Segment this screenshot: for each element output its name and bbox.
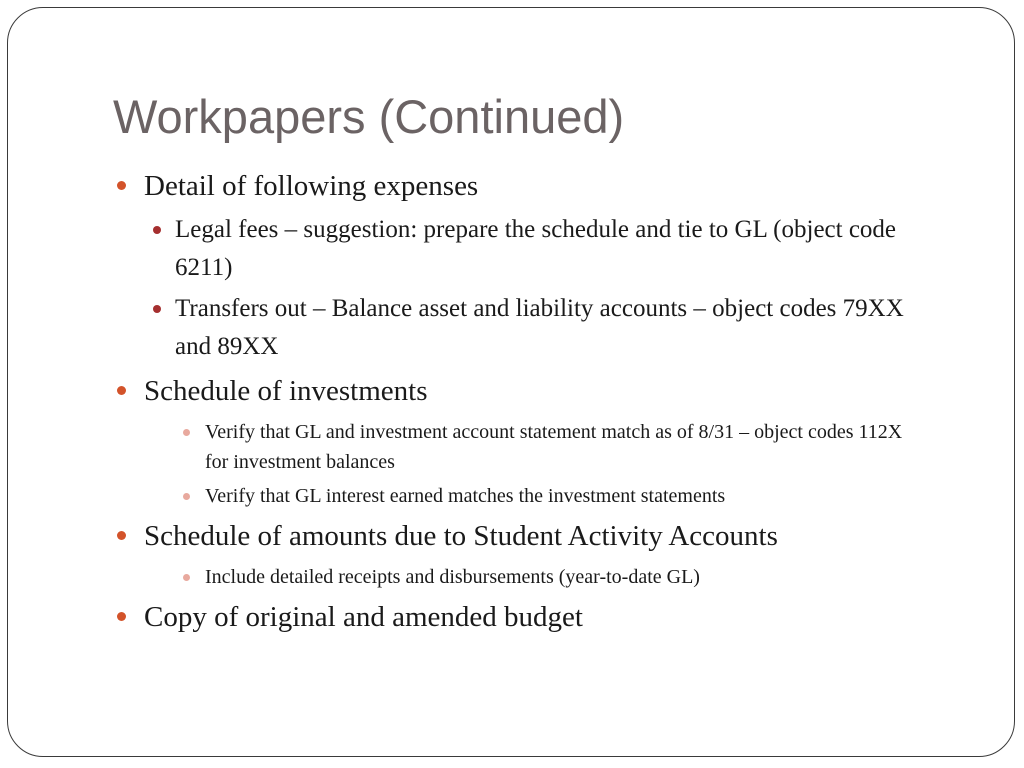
bullet-text: Transfers out – Balance asset and liability accounts – object codes 79XX and 89XX [175,295,904,360]
bullet-item-level-1 [113,595,923,639]
bullet-dot-icon [117,612,126,621]
bullet-dot-icon [183,493,190,500]
slide-title: Workpapers (Continued) [113,90,625,143]
slide-body [113,164,923,639]
bullet-text: Verify that GL and investment account statement match as of 8/31 – object codes 112X for investment balances [205,421,903,473]
bullet-item-level-3 [113,417,923,477]
bullet-item-level-2 [113,290,923,366]
bullet-item-level-1 [113,164,923,208]
bullet-text: Schedule of investments [144,375,428,407]
bullet-dot-icon [183,429,190,436]
bullet-dot-icon [117,181,126,190]
bullet-text: Verify that GL interest earned matches the investment statements [205,485,726,507]
bullet-item-level-2 [113,211,923,287]
bullet-dot-icon [153,226,161,234]
bullet-text: Schedule of amounts due to Student Activity Accounts [144,520,778,552]
bullet-item-level-1 [113,514,923,558]
bullet-text: Detail of following expenses [144,170,479,202]
bullet-item-level-3 [113,481,923,511]
bullet-dot-icon [153,305,161,313]
bullet-text: Include detailed receipts and disbursements (year-to-date GL) [205,566,700,588]
bullet-text: Copy of original and amended budget [144,601,583,633]
bullet-dot-icon [117,386,126,395]
bullet-item-level-1 [113,369,923,413]
bullet-item-level-3 [113,562,923,592]
bullet-dot-icon [183,574,190,581]
bullet-text: Legal fees – suggestion: prepare the schedule and tie to GL (object code 6211) [175,216,897,281]
bullet-dot-icon [117,531,126,540]
